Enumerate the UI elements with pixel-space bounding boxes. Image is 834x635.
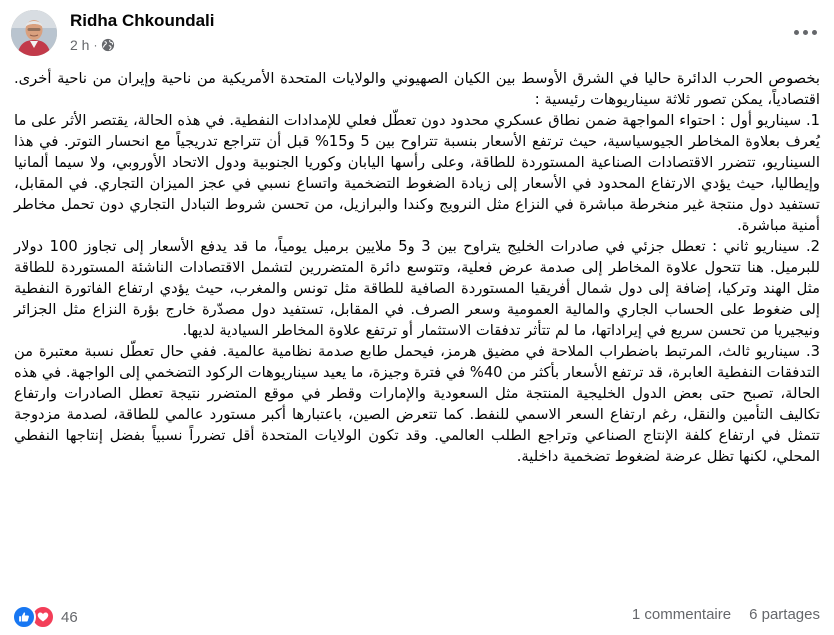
shares-count-link[interactable]: 6 partages bbox=[749, 606, 820, 623]
meta-separator: · bbox=[93, 38, 98, 52]
post-paragraph-scenario-1: 1. سيناريو أول : احتواء المواجهة ضمن نطاق عسكري محدود دون تعطّل فعلي للإمدادات النفطية. في هذه الحالة، يقتصر الأثر على ما يُعرف بعلاوة المخاطر الجيوسياسية، حيث ترتفع الأسعار بنسبة تتراوح بين 5 و15% قبل أن تتراجع تدريجياً مع انحسار التوتر. في هذا السيناريو، تتضرر الاقتصادات الصناعية المستوردة للطاقة، وعلى رأسها اليابان وكوريا الجنوبية ودول الاتحاد الأوروبي، ولا سيما ألمانيا وإيطاليا، حيث يؤدي الارتفاع المحدود في الأسعار إلى زيادة الضغوط التضخمية واتساع نسبي في عجز الميزان التجاري. في المقابل، تستفيد دول منتجة غير منخرطة مباشرة في النزاع مثل النرويج وكندا والبرازيل، من تحسن شروط التبادل التجاري دون تحمل مخاطر أمنية مباشرة. bbox=[14, 112, 821, 234]
author-photo bbox=[11, 10, 57, 56]
post-meta bbox=[70, 37, 115, 53]
post-paragraph-scenario-2: 2. سيناريو ثاني : تعطل جزئي في صادرات الخليج يتراوح بين 3 و5 ملايين برميل يومياً، ما قد يدفع الأسعار إلى تجاوز 100 دولار للبرميل. هنا تتحول علاوة المخاطر إلى صدمة عرض فعلية، وتتوسع دائرة المتضررين لتشمل الاقتصادات الناشئة المستوردة للطاقة مثل الهند وتركيا، إضافة إلى دول شمال أفريقيا المستوردة الصافية للطاقة مثل تونس والمغرب، حيث يؤدي ارتفاع الفاتورة النفطية إلى ضغوط على الحساب الجاري والمالية العمومية وسعر الصرف. في المقابل، تستفيد دول مصدّرة خارج بؤرة النزاع مثل الجزائر ونيجيريا من تحسن سريع في إيراداتها، ما لم تتأثر تدفقات الاستثمار أو ترتفع علاوة المخاطر السيادية لديها. bbox=[14, 238, 821, 339]
post-timestamp[interactable]: 2 h bbox=[70, 37, 90, 53]
post-footer bbox=[0, 598, 834, 634]
author-name[interactable]: Ridha Chkoundali bbox=[70, 11, 215, 30]
like-icon bbox=[12, 605, 36, 629]
reaction-count[interactable]: 46 bbox=[61, 608, 78, 626]
dot-icon bbox=[794, 30, 799, 35]
post-paragraph-scenario-3: 3. سيناريو ثالث، المرتبط باضطراب الملاحة في مضيق هرمز، فيحمل طابع صدمة نظامية عالمية. ففي حال تعطّل نسبة معتبرة من التدفقات النفطية العابرة، قد ترتفع الأسعار بأكثر من 40% في فترة وجيزة، ما يعيد سيناريوهات الركود التضخمي إلى الواجهة. في هذه الحالة، تصبح حتى بعض الدول الخليجية المنتجة مثل السعودية والإمارات وقطر في موقع المتضرر نتيجة تعطل الصادرات وارتفاع تكاليف التأمين والنقل، رغم ارتفاع السعر الاسمي للنفط. كما تتعرض الصين، باعتبارها أكبر مستورد عالمي للطاقة، لصدمة مزدوجة تتمثل في ارتفاع كلفة الإنتاج الصناعي وتراجع الطلب العالمي. وقد تكون الولايات المتحدة أقل تضرراً نسبياً بفضل إنتاجها النفطي المحلي، لكنها تظل عرضة لضغوط تضخمية داخلية. bbox=[14, 343, 820, 465]
reactions-summary[interactable] bbox=[12, 605, 78, 629]
engagement-stats bbox=[632, 606, 820, 623]
dot-icon bbox=[812, 30, 817, 35]
dot-icon bbox=[803, 30, 808, 35]
globe-icon[interactable] bbox=[101, 38, 115, 52]
post-body bbox=[14, 68, 820, 467]
author-avatar[interactable] bbox=[11, 10, 57, 56]
post-paragraph-intro: بخصوص الحرب الدائرة حاليا في الشرق الأوسط بين الكيان الصهيوني والولايات المتحدة الأمريكية من ناحية وإيران من ناحية أخرى. اقتصادياً، يمكن تصور ثلاثة سيناريوهات رئيسية : bbox=[14, 70, 820, 108]
comments-count-link[interactable]: 1 commentaire bbox=[631, 606, 732, 623]
more-options-button[interactable] bbox=[790, 22, 820, 42]
